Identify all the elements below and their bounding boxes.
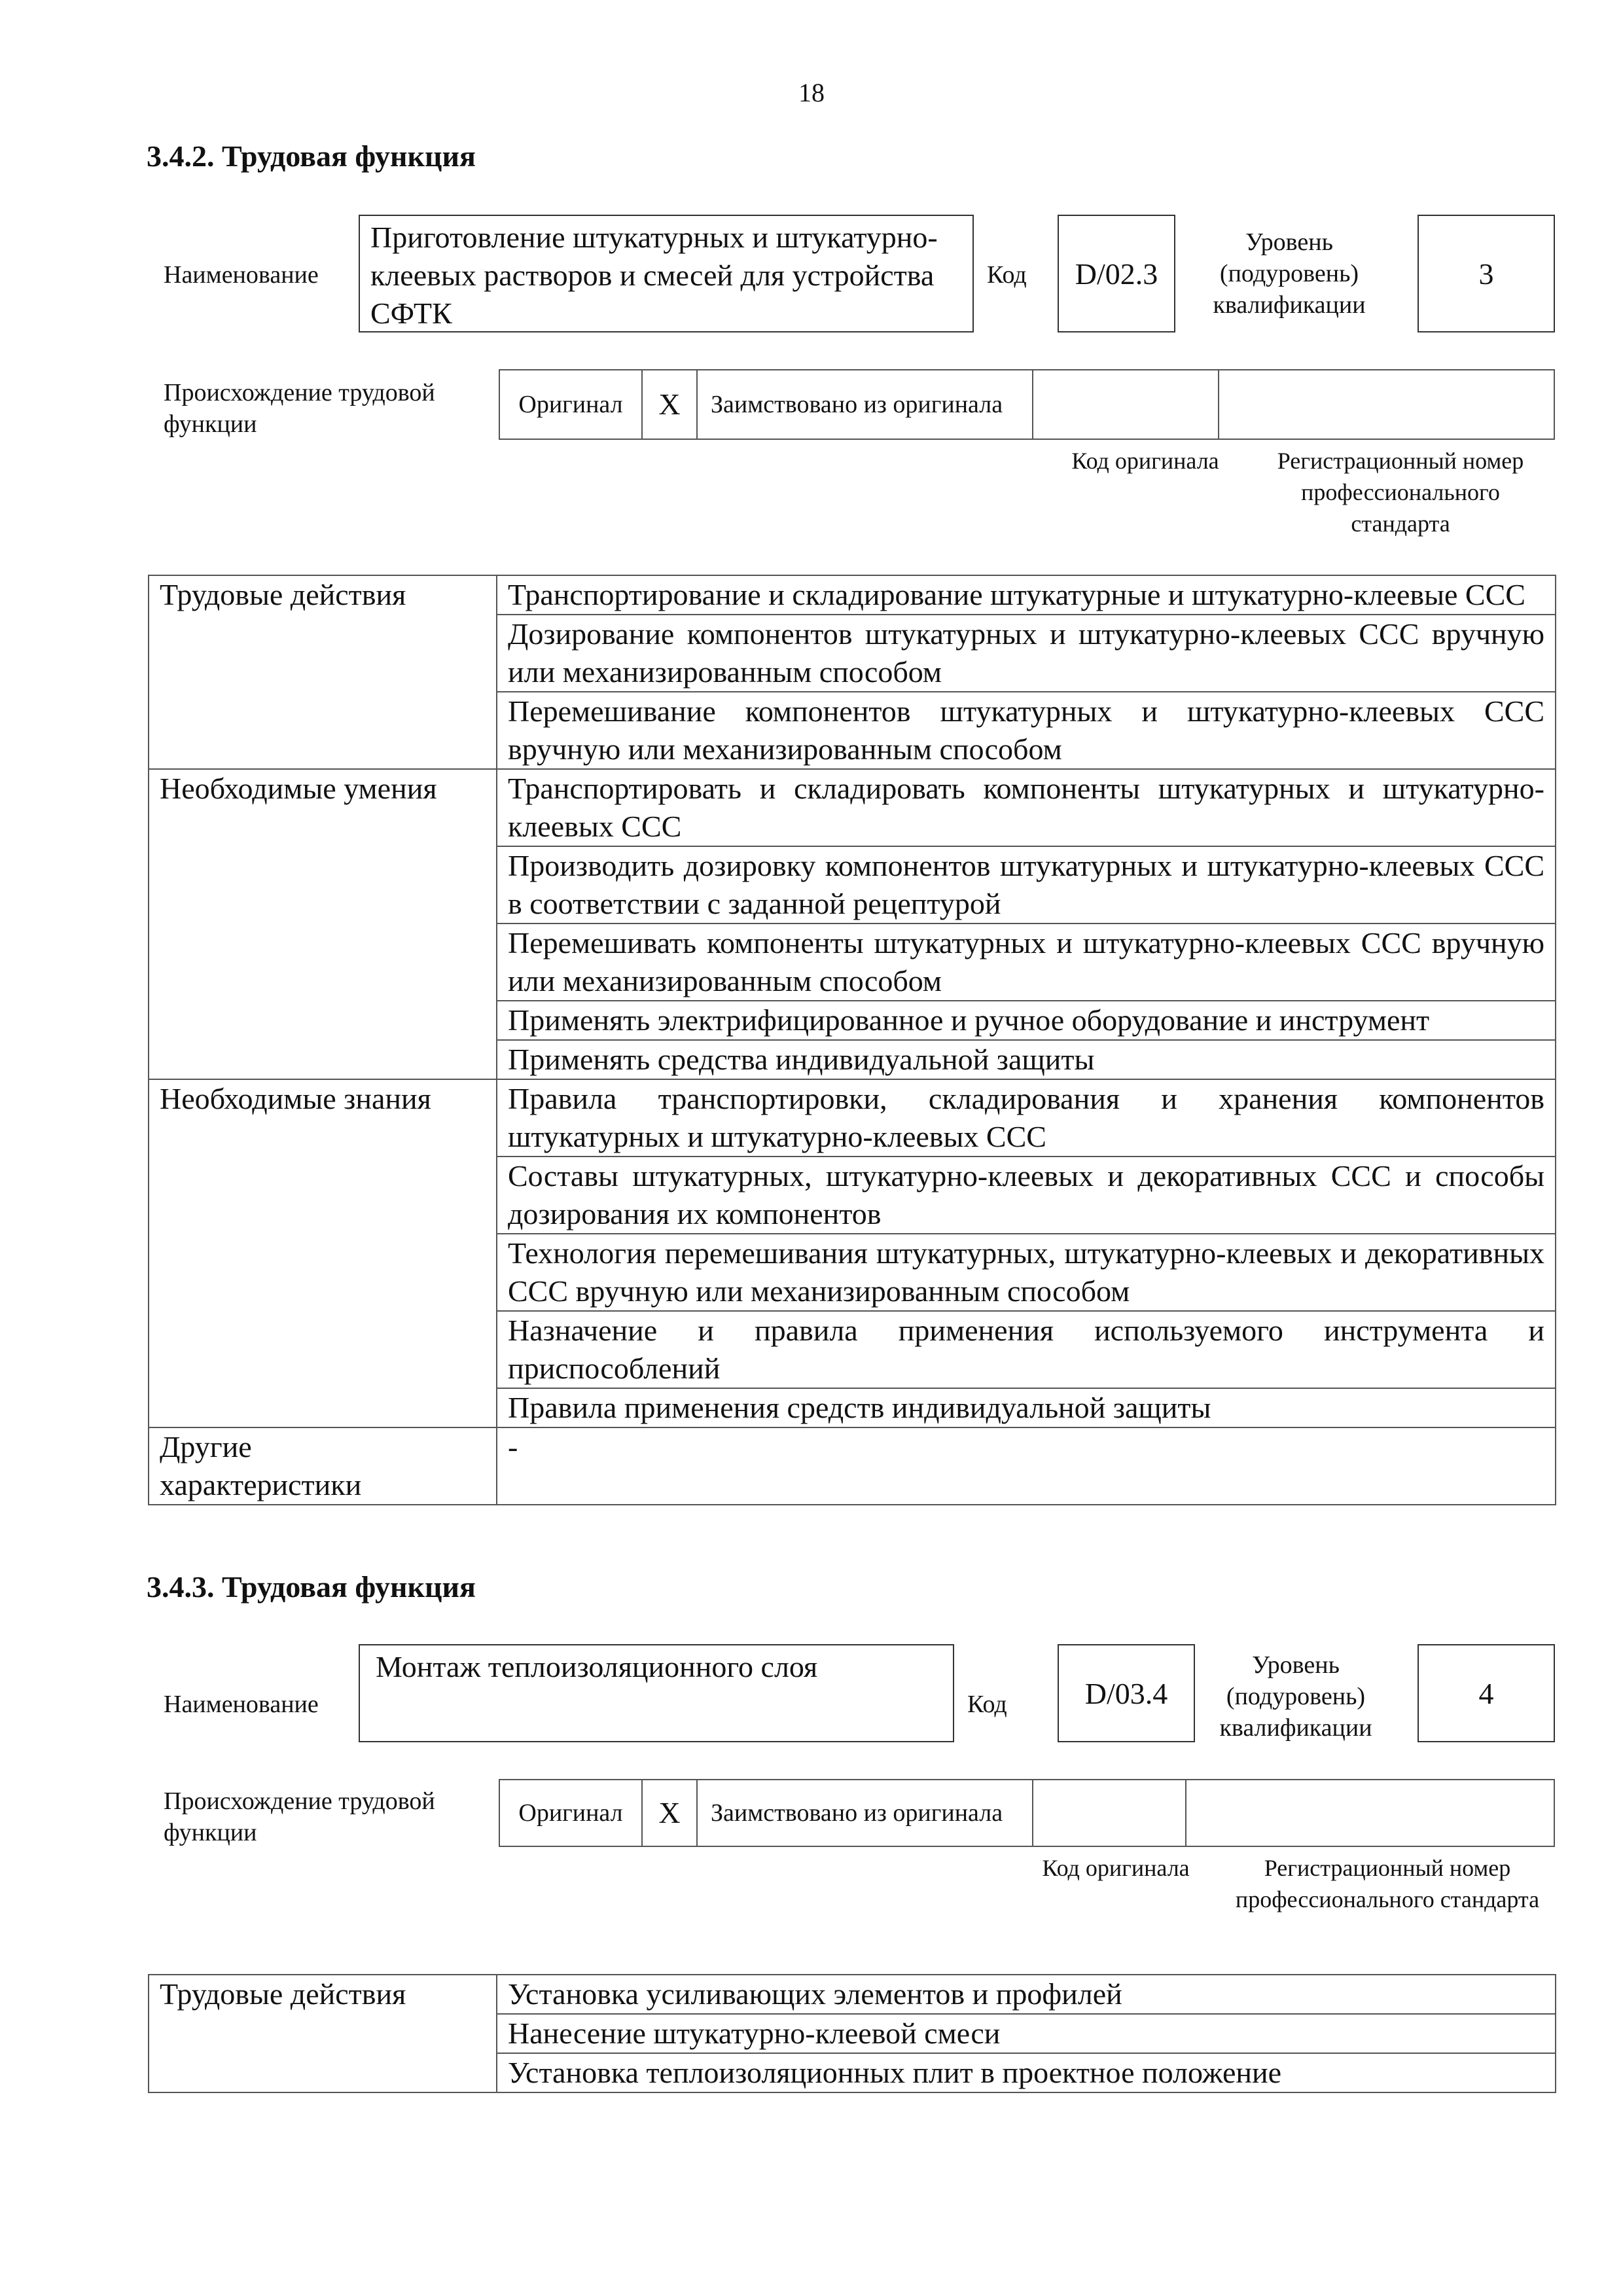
category-other-label: Другие характеристики	[160, 1430, 362, 1501]
function-name-value: Монтаж теплоизоляционного слоя	[376, 1650, 818, 1683]
origin-reg-caption: Регистрационный номер профессионального стандарта	[1235, 1855, 1540, 1912]
table-row	[149, 1079, 1556, 1157]
category-other	[149, 1427, 497, 1505]
origin-code-cell	[1033, 1780, 1186, 1846]
origin-original-mark: X	[642, 1780, 697, 1846]
origin-table	[499, 1779, 1555, 1847]
origin-reg-cell	[1219, 370, 1554, 439]
name-label: Наименование	[164, 1691, 319, 1718]
function-name-box	[359, 215, 974, 332]
level-value-box	[1418, 1644, 1555, 1742]
code-value: D/02.3	[1075, 257, 1158, 291]
function-name-value: Приготовление штукатурных и штукатурно-клеевых растворов и смесей для устройства СФТК	[370, 221, 938, 330]
code-label: Код	[987, 261, 1027, 289]
name-label: Наименование	[164, 261, 319, 289]
table-cell: Перемешивание компонентов штукатурных и штукатурно-клеевых ССС вручную или механизированным способом	[497, 692, 1556, 769]
origin-label: Происхождение трудовой функции	[164, 1787, 435, 1846]
code-value: D/03.4	[1084, 1676, 1168, 1710]
origin-reg-caption: Регистрационный номер профессионального стандарта	[1277, 448, 1524, 537]
requirements-table-343	[148, 1974, 1556, 2093]
table-cell: Перемешивать компоненты штукатурных и штукатурно-клеевых ССС вручную или механизированным способом	[497, 924, 1556, 1001]
table-cell: Транспортировать и складировать компоненты штукатурных и штукатурно-клеевых ССС	[497, 769, 1556, 846]
table-cell: -	[497, 1427, 1556, 1505]
level-value: 4	[1478, 1676, 1494, 1710]
origin-code-caption: Код оригинала	[1071, 448, 1219, 474]
origin-original-mark: X	[642, 370, 697, 439]
category-labor-actions: Трудовые действия	[149, 1975, 497, 2092]
table-cell: Технология перемешивания штукатурных, штукатурно-клеевых и декоративных ССС вручную или механизированным способом	[497, 1234, 1556, 1311]
code-value-box	[1058, 215, 1175, 332]
table-cell: Применять электрифицированное и ручное оборудование и инструмент	[497, 1001, 1556, 1040]
origin-borrowed-label: Заимствовано из оригинала	[697, 370, 1033, 439]
table-cell: Транспортирование и складирование штукатурные и штукатурно-клеевые ССС	[497, 575, 1556, 615]
function-name-box	[359, 1644, 954, 1742]
origin-code-caption: Код оригинала	[1042, 1855, 1190, 1881]
page-number: 18	[798, 78, 825, 107]
section-title-343: 3.4.3. Трудовая функция	[147, 1570, 476, 1604]
table-row	[149, 1975, 1556, 2014]
code-label: Код	[967, 1691, 1007, 1718]
category-labor-actions: Трудовые действия	[149, 575, 497, 769]
table-cell: Установка усиливающих элементов и профилей	[497, 1975, 1556, 2014]
table-cell: Применять средства индивидуальной защиты	[497, 1040, 1556, 1079]
requirements-table-342	[148, 575, 1556, 1505]
origin-original-label: Оригинал	[499, 1780, 642, 1846]
origin-table	[499, 369, 1555, 440]
table-cell: Дозирование компонентов штукатурных и штукатурно-клеевых ССС вручную или механизированным способом	[497, 615, 1556, 692]
level-value: 3	[1478, 257, 1494, 291]
level-label: Уровень (подуровень) квалификации	[1219, 1651, 1372, 1742]
level-value-box	[1418, 215, 1555, 332]
section-title-342: 3.4.2. Трудовая функция	[147, 139, 476, 173]
table-cell: Нанесение штукатурно-клеевой смеси	[497, 2014, 1556, 2053]
category-skills: Необходимые умения	[149, 769, 497, 1079]
origin-borrowed-label: Заимствовано из оригинала	[697, 1780, 1033, 1846]
table-cell: Правила применения средств индивидуальной защиты	[497, 1388, 1556, 1427]
code-value-box	[1058, 1644, 1195, 1742]
table-cell: Назначение и правила применения используемого инструмента и приспособлений	[497, 1311, 1556, 1388]
origin-reg-cell	[1186, 1780, 1554, 1846]
table-row	[149, 769, 1556, 846]
level-label: Уровень (подуровень) квалификации	[1213, 228, 1366, 319]
table-cell: Составы штукатурных, штукатурно-клеевых и декоративных ССС и способы дозирования их компонентов	[497, 1157, 1556, 1234]
category-knowledge: Необходимые знания	[149, 1079, 497, 1427]
origin-original-label: Оригинал	[499, 370, 642, 439]
origin-label: Происхождение трудовой функции	[164, 379, 435, 438]
table-cell: Установка теплоизоляционных плит в проектное положение	[497, 2053, 1556, 2092]
table-row	[149, 1427, 1556, 1505]
origin-code-cell	[1033, 370, 1219, 439]
table-cell: Правила транспортировки, складирования и хранения компонентов штукатурных и штукатурно-клеевых ССС	[497, 1079, 1556, 1157]
table-row	[149, 575, 1556, 615]
table-cell: Производить дозировку компонентов штукатурных и штукатурно-клеевых ССС в соответствии с заданной рецептурой	[497, 846, 1556, 924]
